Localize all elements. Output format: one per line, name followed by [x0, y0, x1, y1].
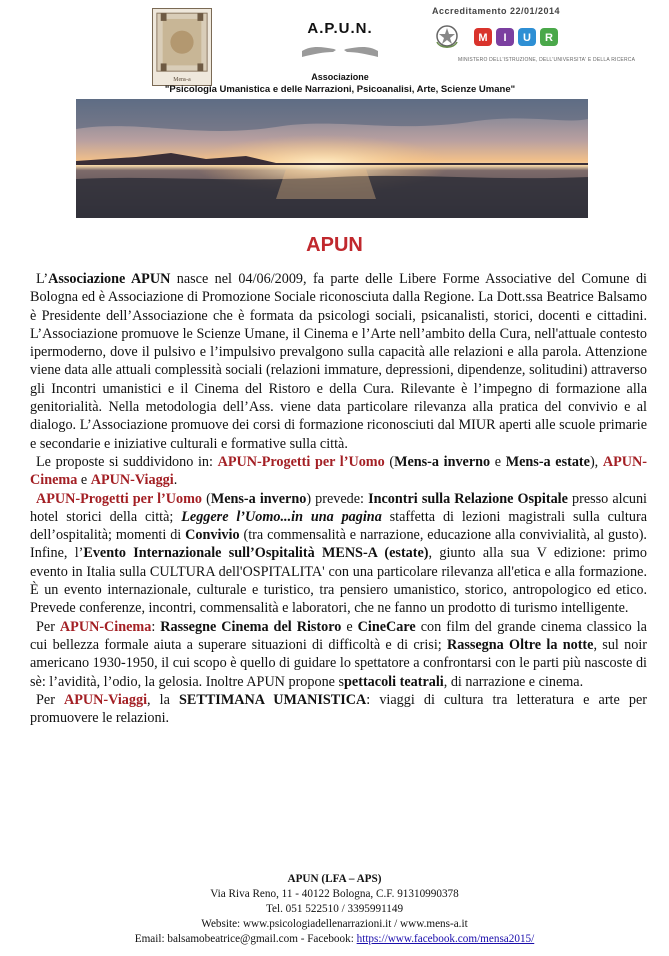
svg-text:U: U: [523, 32, 531, 44]
association-subtitle: "Psicologia Umanistica e delle Narrazioni, Psicoanalisi, Arte, Scienze Umane": [164, 84, 516, 95]
apun-logo: [290, 20, 390, 61]
association-label: Associazione: [311, 72, 369, 82]
mens-a-logo: [152, 8, 212, 86]
paragraph-progetti: APUN-Progetti per l’Uomo (Mens-a inverno) prevede: Incontri sulla Relazione Ospitale presso alcuni hotel storici della città; Leggere l’Uomo...in una pagina staffetta di lezioni magistrali sulla cultura dell’ospitalità; momenti di Convivio (tra commensalità e narrazione, educazione alla convivialità, al gusto). Infine, l’Evento Internazionale sull’Ospitalità MENS-A (estate), giunto alla sua V edizione: primo evento in Italia sulla CULTURA dell'OSPITALITA' con una particolare rilevanza all'etica e alla formazione. È un evento internazionale, culturale e turistico, tra pensiero umanistico, storico, antropologico ed etico. Prevede conferenze, incontri, commensalità e laboratori, che ne fanno un prodotto di turismo intelligente.: [30, 490, 647, 617]
paragraph-viaggi: Per APUN-Viaggi, la SETTIMANA UMANISTICA: viaggi di cultura tra letteratura e arte per promuovere le relazioni.: [30, 691, 647, 727]
sunset-banner-image: [76, 99, 588, 218]
apun-logo-name: A.P.U.N.: [307, 20, 373, 37]
paragraph-cinema: Per APUN-Cinema: Rassegne Cinema del Ristoro e CineCare con film del grande cinema classico la cui bellezza formale aiuta a superare situazioni di difficoltà e di crisi; Rassegna Oltre la notte, sul noir americano 1930-1950, il cui scopo è quello di guidare lo spettatore a confrontarsi con le parti più nascoste di sè: l’avidità, l’odio, la gelosia. Inoltre APUN propone spettacoli teatrali, di narrazione e cinema.: [30, 618, 647, 690]
paragraph-intro: L’Associazione APUN nasce nel 04/06/2009, fa parte delle Libere Forme Associative del Comune di Bologna ed è Associazione di Promozione Sociale riconosciuta dalla Regione. La Dott.ssa Beatrice Balsamo è Presidente dell’Associazione che è formata da psicologi sociali, psicanalisti, storici, docenti e cittadini. L’Associazione promuove le Scienze Umane, il Cinema e l’Arte nell’ambito della Cura, nell'attuale contesto ipermoderno, dove il pulsivo e l’impulsivo prevalgono sulla capacità alle relazioni e alla parola. Attenzione viene data alle attuali complessità sociali (relazioni immature, depressioni, dipendenze, solitudini) attraverso gli Incontri umanistici e il Cinema del Ristoro e della Cura. Rilevante è l’impegno di formazione alla genitorialità. Nella metodologia dell’Ass. viene data particolare rilevanza alla pratica del convivio e al dialogo. L’Associazione promuove dei corsi di formazione riconosciuti dal MIUR aperti alle scuole primarie e secondarie e iniziative culturali e formative sulla città.: [30, 271, 648, 452]
footer-email: Email: balsamobeatrice@gmail.com - Facebook:: [134, 933, 357, 945]
footer-address: Via Riva Reno, 11 - 40122 Bologna, C.F. 91310990378: [210, 888, 459, 900]
footer-org: APUN (LFA – APS): [287, 873, 382, 885]
miur-logo-icon: [472, 20, 572, 54]
miur-caption: MINISTERO DELL'ISTRUZIONE, DELL'UNIVERSITA' E DELLA RICERCA: [458, 57, 636, 63]
mens-a-logo-caption: Mens-a: [173, 76, 191, 83]
svg-text:M: M: [478, 32, 488, 44]
hands-icon: [300, 37, 380, 61]
footer: [0, 872, 669, 947]
italian-republic-emblem-icon: [434, 22, 460, 52]
paragraph-proposals: Le proposte si suddividono in: APUN-Progetti per l’Uomo (Mens-a inverno e Mens-a estate), APUN-Cinema e APUN-Viaggi.: [30, 453, 647, 489]
footer-website: Website: www.psicologiadellenarrazioni.it / www.mens-a.it: [201, 918, 468, 930]
footer-email-facebook: [0, 932, 669, 947]
footer-phone: Tel. 051 522510 / 3395991149: [265, 903, 404, 915]
svg-text:I: I: [503, 32, 507, 44]
svg-text:R: R: [545, 32, 553, 44]
facebook-link[interactable]: https://www.facebook.com/mensa2015/: [356, 933, 535, 945]
accreditation-text: Accreditamento 22/01/2014: [432, 6, 561, 16]
page-title: APUN: [306, 234, 363, 256]
body-text: [30, 270, 647, 727]
